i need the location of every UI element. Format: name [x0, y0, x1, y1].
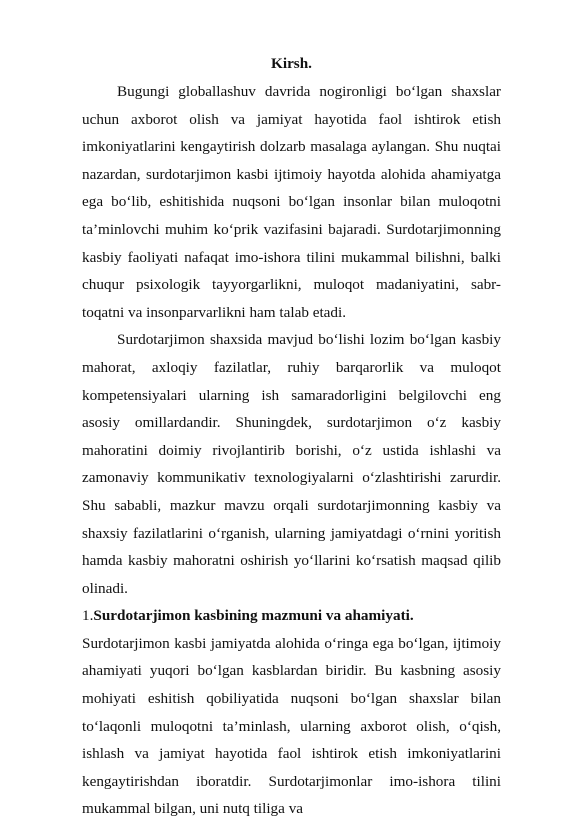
section-title: Surdotarjimon kasbining mazmuni va ahamiyati.: [93, 607, 414, 625]
section-body-paragraph: Surdotarjimon kasbi jamiyatda alohida o‘ringa ega bo‘lgan, ijtimoiy ahamiyati yuqori bo‘lgan kasblardan biridir. Bu kasbning asosiy mohiyati eshitish qobiliyatida nuqsoni bo‘lgan shaxslar bilan to‘laqonli muloqotni ta’minlash, ularning axborot olish, o‘qish, ishlash va jamiyat hayotida faol ishtirok etish imkoniyatlarini kengaytirishdan iboratdir. Surdotarjimonlar imo-ishora tilini mukammal bilgan, uni nutq tiliga va: [82, 634, 501, 818]
document-title: Kirsh.: [271, 55, 312, 72]
section-number: 1.: [82, 607, 94, 625]
document-page: [82, 50, 501, 823]
intro-paragraph-2: Surdotarjimon shaxsida mavjud bo‘lishi lozim bo‘lgan kasbiy mahorat, axloqiy fazilatlar, ruhiy barqarorlik va muloqot kompetensiyalari ularning ish samaradorligini belgilovchi eng asosiy omillardandir. Shuningdek, surdotarjimon o‘z kasbiy mahoratini doimiy rivojlantirib borishi, o‘z ustida ishlashi va zamonaviy kommunikativ texnologiyalarni o‘zlashtirishi zarurdir. Shu sababli, mazkur mavzu orqali surdotarjimonning kasbiy va shaxsiy fazilatlarini o‘rganish, ularning jamiyatdagi o‘rnini yoritish hamda kasbiy mahoratni oshirish yo‘llarini ko‘rsatish maqsad qilib olinadi.: [82, 331, 501, 597]
section-heading: [82, 602, 501, 630]
intro-paragraph-1: Bugungi globallashuv davrida nogironligi bo‘lgan shaxslar uchun axborot olish va jamiyat hayotida faol ishtirok etish imkoniyatlarini kengaytirish dolzarb masalaga aylangan. Shu nuqtai nazardan, surdotarjimon kasbi ijtimoiy hayotda alohida ahamiyatga ega bo‘lib, eshitishida nuqsoni bo‘lgan insonlar bilan muloqotni ta’minlovchi muhim ko‘prik vazifasini bajaradi. Surdotarjimonning kasbiy faoliyati nafaqat imo-ishora tilini mukammal bilishni, balki chuqur psixologik tayyorgarlikni, muloqot madaniyatini, sabr-toqatni va insonparvarlikni ham talab etadi.: [82, 83, 501, 321]
